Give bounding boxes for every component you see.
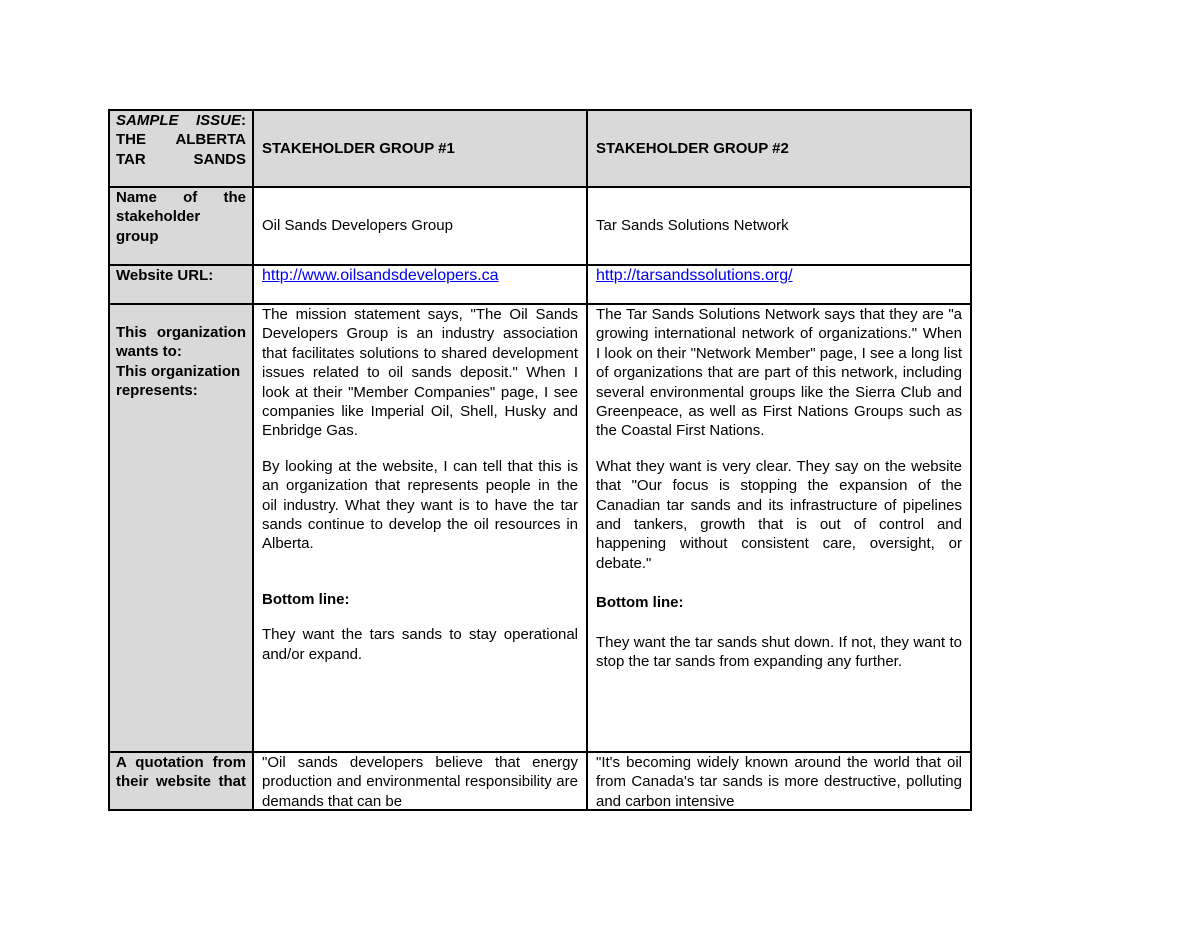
stakeholder-table <box>108 109 972 811</box>
name-label: Name of the stakeholder group <box>109 187 253 265</box>
quotation-row <box>109 752 971 810</box>
group1-header: STAKEHOLDER GROUP #1 <box>253 110 587 187</box>
group1-website-link[interactable]: http://www.oilsandsdevelopers.ca <box>262 267 499 284</box>
website-label: Website URL: <box>109 265 253 304</box>
group2-wants-cell <box>587 304 971 752</box>
quotation-label: A quotation from their website that <box>116 754 246 791</box>
group1-quotation-cell <box>253 752 587 810</box>
header-row <box>109 110 971 187</box>
group2-header: STAKEHOLDER GROUP #2 <box>587 110 971 187</box>
group2-bottom-line-text: They want the tar sands shut down. If not, they want to stop the tar sands from expanding any further. <box>596 633 962 671</box>
issue-label: SAMPLE ISSUE <box>116 112 241 129</box>
group1-analysis-text: By looking at the website, I can tell that this is an organization that represents people in the oil industry. What they want is to have the tar sands continue to develop the oil resources in Alberta. <box>262 457 578 553</box>
wants-row <box>109 304 971 752</box>
group1-website-cell <box>253 265 587 304</box>
group2-bottom-line-label: Bottom line: <box>596 594 684 612</box>
wants-label: This organization wants to: <box>116 324 246 361</box>
group1-bottom-line-label: Bottom line: <box>262 590 350 608</box>
quotation-label-cell <box>109 752 253 810</box>
name-row <box>109 187 971 265</box>
website-row <box>109 265 971 304</box>
group1-wants-cell <box>253 304 587 752</box>
group1-bottom-line-text: They want the tars sands to stay operational and/or expand. <box>262 626 578 663</box>
represents-label: This organization represents: <box>116 362 241 400</box>
issue-header-cell <box>109 110 253 187</box>
group2-mission-text: The Tar Sands Solutions Network says that they are "a growing international network of organizations." When I look on their "Network Member" page, I see a long list of organizations that are part of this network, including several environmental groups like the Sierra Club and Greenpeace, as well as First Nations Groups such as the Coastal First Nations. <box>596 306 962 440</box>
wants-label-cell <box>109 304 253 752</box>
group1-quotation: "Oil sands developers believe that energy production and environmental responsibility are demands that can be <box>262 754 578 809</box>
group1-mission-text: The mission statement says, "The Oil Sands Developers Group is an industry association that facilitates solutions to shared development issues related to oil sands deposit." When I look at their "Member Companies" page, I see companies like Imperial Oil, Shell, Husky and Enbridge Gas. <box>262 306 578 440</box>
issue-title: : THE ALBERTA TAR SANDS <box>116 112 246 168</box>
group2-website-link[interactable]: http://tarsandssolutions.org/ <box>596 267 793 284</box>
group1-name: Oil Sands Developers Group <box>253 187 587 265</box>
group2-analysis-text: What they want is very clear. They say on the website that "Our focus is stopping the expansion of the Canadian tar sands and its infrastructure of pipelines and tankers, growth that is out of control and happening without consistent care, oversight, or debate." <box>596 457 962 572</box>
group2-quotation: "It's becoming widely known around the world that oil from Canada's tar sands is more destructive, polluting and carbon intensive <box>596 754 962 809</box>
group2-name: Tar Sands Solutions Network <box>587 187 971 265</box>
group2-quotation-cell <box>587 752 971 810</box>
group2-website-cell <box>587 265 971 304</box>
